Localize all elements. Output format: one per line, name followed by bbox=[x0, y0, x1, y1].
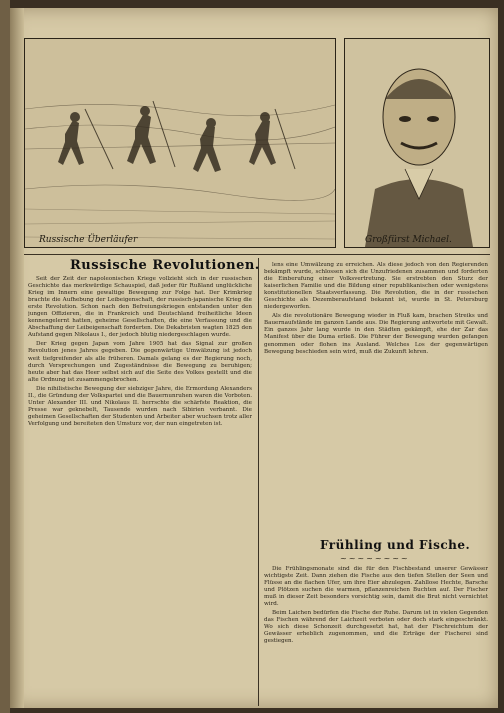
paragraph: Die Frühlingsmonate sind die für den Fischbestand unserer Gewässer wichtigste Zeit. Dann ziehen die Fische aus den tiefen Stellen der Seen und Flüsse an die flachen Ufer, um ihre Eier abzulegen. Zahllose Hechte, Barsche und Plötzen suchen die warmen, pflanzenreichen Buchten auf. Der Fischer muß in dieser Zeit besonders vorsichtig sein, damit die Brut nicht vernichtet wird. bbox=[264, 566, 488, 608]
paragraph: Beim Laichen bedürfen die Fische der Ruhe. Darum ist in vielen Gegenden das Fischen während der Laichzeit verboten oder doch stark eingeschränkt. Wo sich diese Schonzeit durchgesetzt hat, hat der Fischreichtum der Gewässer erheblich zugenommen, und die Erträge der Fischerei sind gestiegen. bbox=[264, 610, 488, 645]
portrait-caption: Großfürst Michael. bbox=[365, 235, 452, 245]
page-fold bbox=[10, 8, 24, 708]
paragraph: Die nihilistische Bewegung der siebziger Jahre, die Ermordung Alexanders II., die Gründung der Volkspartei und die Bauernunruhen waren die Vorboten. Unter Alexander III. und Nikolaus II. herrschte die schärfste Reaktion, die Presse war geknebelt, Tausende wurden nach Sibirien verbannt. Die geheimen Gesellschaften der Studenten und Arbeiter aber wuchsen trotz aller Verfolgung und bereiteten den Umsturz vor, der nun eingetreten ist. bbox=[28, 385, 252, 427]
article-body-continuation bbox=[264, 262, 488, 532]
paragraph: Seit der Zeit der napoleonischen Kriege vollzieht sich in der russischen Geschichte das merkwürdige Schauspiel, daß jeder für Rußland unglückliche Krieg im Innern eine gewaltige Bewegung zur Folge hat. Der Krimkrieg brachte die Aufhebung der Leibeigenschaft, der russisch-japanische Krieg die erste Revolution. Schon nach den Befreiungskriegen entstanden unter den jungen Offizieren, die in Frankreich und Deutschland freiheitliche Ideen kennengelernt hatten, geheime Gesellschaften, die eine Verfassung und die Abschaffung der Leibeigenschaft forderten. Die Dekabristen wagten 1825 den Aufstand gegen Nikolaus I., der jedoch blutig niedergeschlagen wurde. bbox=[28, 276, 252, 339]
newspaper-page bbox=[10, 8, 498, 708]
article-title-revolutions: Russische Revolutionen. bbox=[70, 258, 260, 273]
ornament-divider: ~~~~~~~~ bbox=[340, 554, 410, 563]
column-divider bbox=[258, 258, 259, 706]
article-body-revolutions bbox=[28, 276, 252, 706]
article-body-fish bbox=[264, 566, 488, 706]
article-title-fish: Frühling und Fische. bbox=[320, 538, 471, 552]
deserters-illustration bbox=[24, 38, 336, 248]
portrait-engraving-icon bbox=[345, 39, 489, 247]
page-edge bbox=[0, 0, 10, 713]
deserters-caption: Russische Überläufer bbox=[39, 235, 138, 245]
soldiers-engraving-icon bbox=[25, 39, 335, 247]
portrait-illustration bbox=[344, 38, 490, 248]
divider bbox=[24, 254, 490, 255]
paragraph: Der Krieg gegen Japan vom Jahre 1905 hat das Signal zur großen Revolution jenes Jahres gegeben. Die gegenwärtige Umwälzung ist jedoch weit tiefgreifender als alle früheren. Damals gelang es der Regierung noch, durch Versprechungen und Zugeständnisse die Bewegung zu beruhigen; heute aber hat das Heer selbst sich auf die Seite des Volkes gestellt und die alte Ordnung ist zusammengebrochen. bbox=[28, 341, 252, 383]
paragraph: lens eine Umwälzung zu erreichen. Als diese jedoch von den Regierenden bekämpft wurde, schlossen sich die Unzufriedenen zusammen und forderten die Einberufung einer Volksvertretung. Sie erstrebten den Sturz der kaiserlichen Familie und die Bildung einer republikanischen oder wenigstens konstitutionellen Staatsverfassung. Die Revolution, die in der russischen Geschichte als Dezemberaufstand bekannt ist, wurde in St. Petersburg niedergeworfen. bbox=[264, 262, 488, 311]
paragraph: Als die revolutionäre Bewegung wieder in Fluß kam, brachen Streiks und Bauernaufstände im ganzen Lande aus. Die Regierung antwortete mit Gewalt. Ein ganzes Jahr lang wurde in den Städten gekämpft, ehe der Zar das Manifest über die Duma erließ. Die Führer der Bewegung wurden gefangen genommen oder flohen ins Ausland. Welches Los der gegenwärtigen Bewegung beschieden sein wird, muß die Zukunft lehren. bbox=[264, 313, 488, 355]
